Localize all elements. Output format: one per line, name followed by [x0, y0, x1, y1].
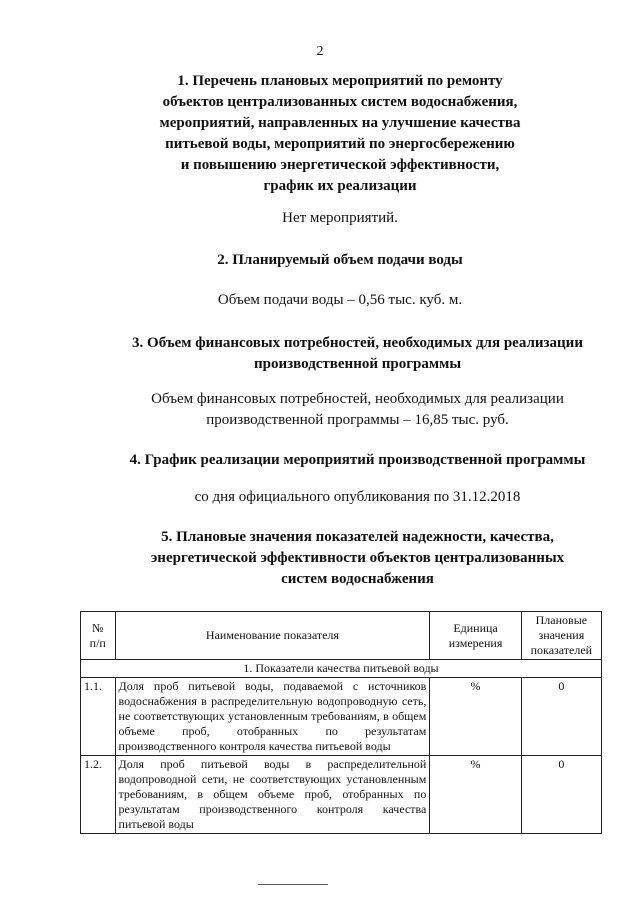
section-4-text: со дня официального опубликования по 31.12.2018 — [194, 489, 521, 505]
section-1-title-line: 1. Перечень плановых мероприятий по ремонту — [177, 73, 503, 89]
header-unit — [430, 612, 521, 660]
section-3-text — [75, 389, 640, 431]
header-value — [521, 612, 601, 660]
section-3-text-line: Объем финансовых потребностей, необходимых для реализации — [151, 391, 564, 407]
section-3-title — [75, 333, 640, 375]
row-unit: % — [430, 756, 521, 834]
section-4-title: 4. График реализации мероприятий производственной программы — [129, 452, 586, 468]
row-name: Доля проб питьевой воды в распределительной водопроводной сети, не соответствующих установленным требованиям, в общем объеме проб, отобранных по результатам производственного контроля качества питьевой воды — [115, 756, 430, 834]
section-2-text: Объем подачи воды – 0,56 тыс. куб. м. — [217, 292, 463, 308]
row-name: Доля проб питьевой воды, подаваемой с источников водоснабжения в распределительную водопроводную сеть, не соответствующих установленным требованиям, в общем объеме проб, отобранных по результатам производственного контроля качества питьевой воды — [115, 678, 430, 756]
section-1-title-line: и повышению энергетической эффективности, — [180, 157, 500, 173]
section-1-text: Нет мероприятий. — [282, 210, 398, 226]
section-5-title-line: энергетической эффективности объектов централизованных — [150, 550, 565, 566]
header-value-line: Плановые — [535, 613, 588, 627]
row-num: 1.1. — [81, 678, 116, 756]
table-header-row — [81, 612, 602, 660]
section-5-title-line: систем водоснабжения — [281, 571, 434, 587]
header-num — [81, 612, 116, 660]
row-unit: % — [430, 678, 521, 756]
group-row — [81, 660, 602, 678]
section-1-title-line: мероприятий, направленных на улучшение качества — [159, 115, 521, 131]
header-unit-line: Единица — [453, 620, 498, 635]
group-title: 1. Показатели качества питьевой воды — [81, 660, 602, 678]
header-name: Наименование показателя — [115, 612, 430, 660]
header-value-line: показателей — [530, 643, 593, 657]
table-row — [81, 678, 602, 756]
row-num: 1.2. — [81, 756, 116, 834]
header-unit-line: измерения — [448, 635, 503, 650]
header-num-line: № — [92, 620, 104, 635]
footer-divider — [258, 884, 328, 885]
section-1-title — [70, 71, 610, 197]
indicators-table — [80, 611, 602, 834]
page-number: 2 — [316, 44, 324, 59]
header-value-line: значения — [538, 628, 585, 642]
section-5-title-line: 5. Плановые значения показателей надежности, качества, — [161, 529, 554, 545]
section-3-text-line: производственной программы – 16,85 тыс. руб. — [206, 412, 509, 428]
section-3-title-line: 3. Объем финансовых потребностей, необходимых для реализации — [132, 335, 583, 351]
row-value: 0 — [521, 756, 601, 834]
section-5-title — [75, 527, 640, 590]
table-row — [81, 756, 602, 834]
section-1-title-line: объектов централизованных систем водоснабжения, — [162, 94, 518, 110]
section-3-title-line: производственной программы — [253, 356, 462, 372]
section-2-title: 2. Планируемый объем подачи воды — [217, 252, 463, 268]
row-value: 0 — [521, 678, 601, 756]
section-1-title-line: питьевой воды, мероприятий по энергосбережению — [165, 136, 515, 152]
section-1-title-line: график их реализации — [263, 178, 417, 194]
header-num-line: п/п — [89, 635, 106, 650]
